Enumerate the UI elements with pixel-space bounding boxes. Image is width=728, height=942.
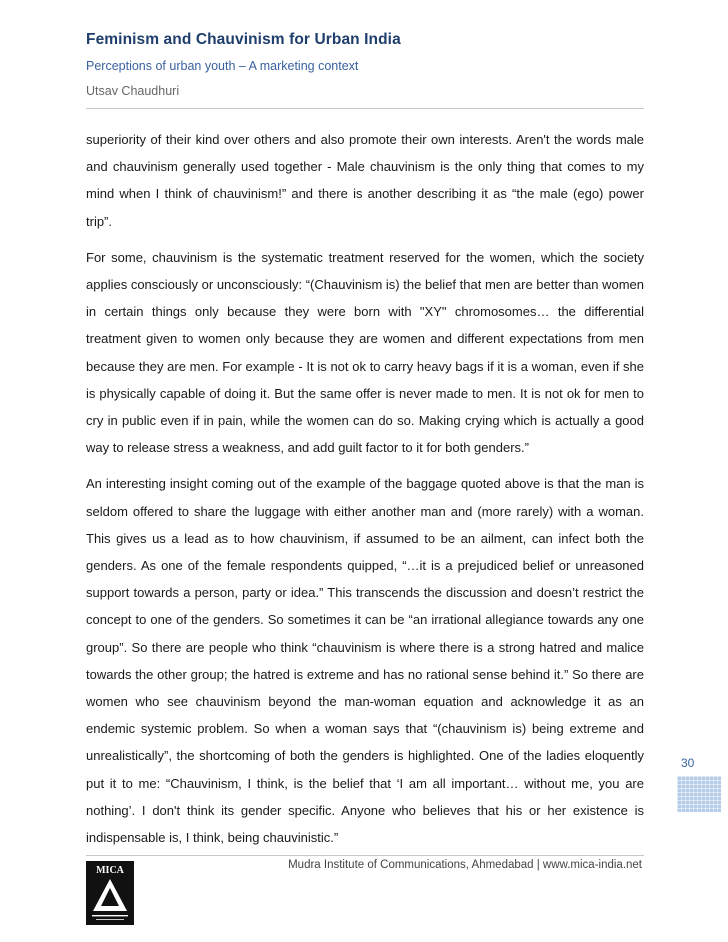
document-title: Feminism and Chauvinism for Urban India	[86, 31, 401, 48]
paragraph: superiority of their kind over others and also promote their own interests. Aren't the words male and chauvinism generally used together - Male chauvinism is the only thing that comes to my mind when I think of chauvinism!” and there is another describing it as “the male (ego) power trip”.	[86, 132, 644, 229]
footer-divider	[86, 855, 644, 856]
paragraph: An interesting insight coming out of the example of the baggage quoted above is that the man is seldom offered to share the luggage with either another man and (more rarely) with a woman. This gives us a lead as to how chauvinism, if assumed to be an ailment, can infect both the genders. As one of the female respondents quipped, “…it is a prejudiced belief or unreasoned support towards a person, party or idea.” This transcends the discussion and doesn’t restrict the concept to one of the genders. So sometimes it can be “an irrational allegiance towards any one group”. So there are people who think “chauvinism is where there is a strong hatred and malice towards the other group; the hatred is extreme and has no rational sense behind it.” So there are women who see chauvinism beyond the man-woman equation and acknowledge it as an endemic systemic problem. So when a woman says that “(chauvinism is) being extreme and unrealistically”, the shortcoming of both the genders is highlighted. One of the ladies eloquently put it to me: “Chauvinism, I think, is the belief that ‘I am all important… without me, you are nothing’. I don't think its gender specific. Anyone who believes that his or her existence is indispensable is, I think, being chauvinistic.”	[86, 476, 644, 846]
body-text	[86, 126, 644, 860]
page-header	[86, 30, 644, 100]
paragraph: For some, chauvinism is the systematic treatment reserved for the women, which the society applies consciously or unconsciously: “(Chauvinism is) the belief that men are better than women in certain things only because they were born with "XY" chromosomes… the differential treatment given to women only because they are women and different expectations from men because they are men. For example - It is not ok to carry heavy bags if it is a woman, even if she is physically capable of doing it. But the same offer is never made to men. It is not ok for men to cry in public even if in pain, while the women can do so. Making crying which is actually a good way to release stress a weakness, and add guilt factor to it for both genders.”	[86, 249, 644, 456]
mica-logo	[86, 861, 134, 925]
footer-institute: Mudra Institute of Communications, Ahmedabad | www.mica-india.net	[288, 859, 642, 871]
header-divider	[86, 108, 644, 109]
document-author: Utsav Chaudhuri	[86, 84, 180, 98]
svg-text:MICA: MICA	[96, 865, 124, 876]
page-number: 30	[681, 756, 695, 770]
page-tab-graphic	[677, 776, 721, 812]
document-subtitle: Perceptions of urban youth – A marketing context	[86, 59, 359, 73]
